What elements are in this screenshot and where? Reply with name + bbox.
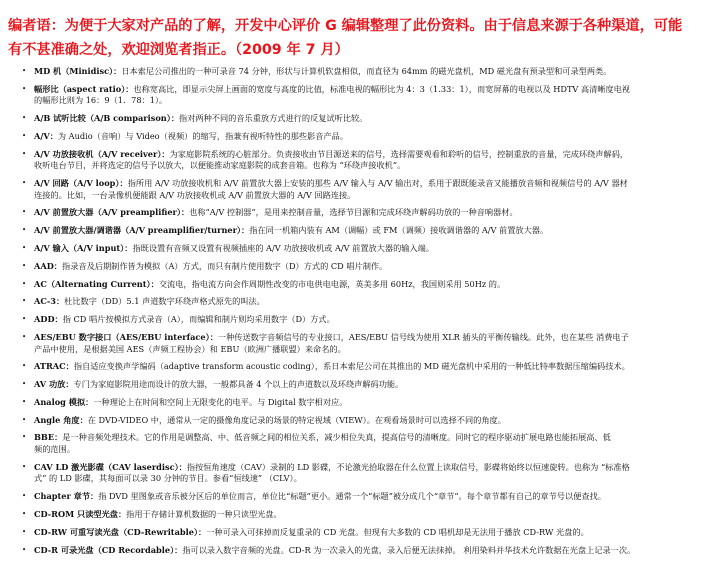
- entry-definition: 也称宽高比，即显示尖屏上画面的宽度与高度的比值，标准电视的幅形比为 4：3（1.33：1），而宽屏幕的电视以及 HDTV 高清晰度电视: [133, 83, 631, 94]
- glossary-entry: [22, 432, 694, 455]
- entry-line: [34, 243, 694, 255]
- entry-definition: 频的范围。: [34, 444, 75, 455]
- entry-line: [34, 527, 694, 539]
- entry-line: [34, 444, 694, 456]
- bullet-marker: •: [22, 527, 27, 536]
- entry-line: [34, 149, 694, 161]
- entry-term: Angle 角度：: [34, 414, 88, 425]
- glossary-entry: [22, 379, 694, 391]
- entry-term: A/V 前置放大器（A/V preamplifier）：: [34, 207, 190, 218]
- entry-term: AC（Alternating Current）：: [34, 278, 159, 289]
- entry-line: [34, 178, 694, 190]
- bullet-marker: •: [22, 226, 27, 235]
- entry-definition: 收听电台节目，并将选定的信号予以放大，以便能推动家庭影院的成套音箱。也称为 “环绕声接收机”。: [34, 160, 406, 171]
- bullet-marker: •: [22, 244, 27, 253]
- entry-definition: 指录音及后期制作皆为模拟（A）方式，而只有制片使用数字（D）方式的 CD 唱片制作。: [62, 260, 388, 271]
- bullet-marker: •: [22, 315, 27, 324]
- glossary-entry: [22, 243, 694, 255]
- entry-line: [34, 314, 694, 326]
- entry-line: [34, 344, 694, 356]
- bullet-marker: •: [22, 297, 27, 306]
- entry-term: A/V 前置放大器/调谐器（A/V preamplifier/turner）：: [34, 225, 250, 236]
- entry-line: [34, 473, 694, 485]
- entry-term: ADD：: [34, 314, 63, 325]
- bullet-marker: •: [22, 279, 27, 288]
- entry-definition: 指对两种不同的音乐重放方式进行的反复试听比较。: [179, 113, 368, 124]
- entry-line: [34, 432, 694, 444]
- entry-definition: 的幅形比则为 16：9（1．78：1）。: [34, 95, 168, 106]
- entry-line: [34, 160, 694, 172]
- entry-term: BBE：: [34, 432, 63, 443]
- entry-term: CAV LD 激光影碟（CAV laserdisc）：: [34, 461, 187, 472]
- bullet-marker: •: [22, 380, 27, 389]
- bullet-marker: •: [22, 261, 27, 270]
- glossary-entry: [22, 397, 694, 409]
- entry-definition: 指在同一机箱内装有 AM（调幅）或 FM（调频）接收调谐器的 A/V 前置放大器。: [249, 225, 549, 236]
- entry-definition: 指用于存储计算机数据的一种只读型光盘。: [126, 508, 282, 519]
- bullet-marker: •: [22, 131, 27, 140]
- bullet-marker: •: [22, 114, 27, 123]
- bullet-marker: •: [22, 179, 27, 188]
- entry-term: A/V 功放接收机（A/V receiver）：: [34, 148, 170, 159]
- glossary-entry: [22, 527, 694, 539]
- entry-definition: 专门为家庭影院用途而设计的放大器，一般都具备 4 个以上的声道数以及环绕声解码功能。: [73, 379, 404, 390]
- entry-line: [34, 296, 694, 308]
- bullet-marker: •: [22, 149, 27, 158]
- entry-definition: 也称“A/V 控制器”，是用来控制音量，选择节目源和完成环绕声解码功放的一种音响器材。: [189, 207, 518, 218]
- bullet-marker: •: [22, 208, 27, 217]
- entry-line: [34, 225, 694, 237]
- glossary-entry: [22, 178, 694, 201]
- entry-line: [34, 379, 694, 391]
- bullet-marker: •: [22, 362, 27, 371]
- entry-definition: 杜比数字（DD）5.1 声道数字环绕声格式原先的叫法。: [64, 296, 265, 307]
- bullet-marker: •: [22, 509, 27, 518]
- entry-definition: 日本索尼公司推出的一种可录音 74 分钟，形状与计算机软盘相似，而直径为 64mm 的磁光盘机，MD 磁光盘有预录型和可录型两类。: [121, 66, 612, 76]
- glossary-entry: [22, 149, 694, 172]
- entry-term: A/V 回路（A/V loop）：: [34, 178, 128, 189]
- entry-line: [34, 113, 694, 125]
- entry-definition: 指所用 A/V 功放接收机和 A/V 前置放大器上安装的那些 A/V 输入与 A/V 输出对，系用于跟既能录音又能播放音频和视频信号的 A/V 器材: [127, 178, 628, 189]
- bullet-marker: •: [22, 462, 27, 471]
- glossary-entry: [22, 545, 694, 557]
- entry-term: A/V 输入（A/V input）：: [34, 243, 133, 254]
- glossary-entry: [22, 509, 694, 521]
- editor-note: 编者语：为便于大家对产品的了解，开发中心评价 G 编辑整理了此份资料。由于信息来源于各种渠道，可能 有不甚准确之处，欢迎浏览者指正。（2009 年 7 月）: [8, 18, 683, 58]
- entry-term: A/B 试听比较（A/B comparison）：: [34, 113, 180, 124]
- entry-definition: 在 DVD-VIDEO 中，通常从一定的摄像角度记录的场景的特定视域（VIEW）。在观看场景时可以选择不同的角度。: [87, 414, 506, 425]
- glossary-entry: [22, 314, 694, 326]
- entry-line: [34, 279, 694, 291]
- entry-line: [34, 207, 694, 219]
- entry-definition: 指 CD 唱片按模拟方式录音（A），而编辑和制片则均采用数字（D）方式。: [62, 314, 335, 325]
- glossary-entry: [22, 491, 694, 503]
- glossary-entry: [22, 332, 694, 355]
- entry-term: Chapter 章节：: [34, 491, 99, 502]
- entry-definition: 为家庭影院系统的心脏部分。负责接收由节目源送来的信号，选择需要观看和聆听的信号，控制重放的音量，完成环绕声解码，: [169, 148, 629, 159]
- glossary-entry: [22, 415, 694, 427]
- entry-term: Analog 模拟：: [34, 396, 94, 407]
- glossary-entry: [22, 84, 694, 107]
- entry-line: [34, 545, 694, 557]
- entry-line: [34, 131, 694, 143]
- glossary-entry: [22, 462, 694, 485]
- entry-definition: 交流电，指电流方向会作周期性改变的市电供电电源，英美多用 60Hz，我国则采用 50Hz 的。: [158, 278, 506, 289]
- entry-line: [34, 66, 694, 78]
- entry-definition: 产品中使用，是根据美国 AES（声频工程协会）和 EBU（欧洲广播联盟）来命名的。: [34, 343, 346, 354]
- entry-line: [34, 462, 694, 474]
- entry-term: A/V：: [34, 130, 58, 141]
- entry-definition: 一种理论上在时间和空间上无限变化的电平。与 Digital 数字相对应。: [93, 396, 348, 407]
- bullet-marker: •: [22, 415, 27, 424]
- glossary-entry: [22, 66, 694, 78]
- entry-term: CD-ROM 只读型光盘：: [34, 508, 127, 519]
- bullet-marker: •: [22, 84, 27, 93]
- entry-term: ATRAC：: [34, 361, 74, 372]
- entry-line: [34, 261, 694, 273]
- glossary-entry: [22, 296, 694, 308]
- entry-definition: 指自适应变换声学编码（adaptive transform acoustic coding），系日本索尼公司在其推出的 MD 磁光盘机中采用的一种低比特率数据压缩编码技术。: [73, 361, 630, 372]
- entry-line: [34, 415, 694, 427]
- glossary-entry: [22, 131, 694, 143]
- glossary-entry: [22, 113, 694, 125]
- entry-line: [34, 397, 694, 409]
- entry-definition: 指 DVD 里图象或音乐被分区后的单位而言，单位比“标题”更小。通常一个“标题”被分成几个“章节”。每个章节都有自己的章节号以便查找。: [98, 491, 606, 502]
- entry-definition: 为 Audio（音响）与 Video（视频）的缩写，指兼有视听特性的那些影音产品。: [57, 130, 348, 141]
- bullet-marker: •: [22, 397, 27, 406]
- entry-term: CD-RW 可重写读光盘（CD-Rewritable）：: [34, 526, 207, 537]
- entry-line: [34, 332, 694, 344]
- entry-definition: 连接的。比如，一台录像机便能跟 A/V 功放接收机或 A/V 前置放大器的 A/V 回路连接。: [34, 189, 356, 200]
- entry-line: [34, 84, 694, 96]
- glossary-entry: [22, 361, 694, 373]
- entry-definition: 指既设置有音频又设置有视频插座的 A/V 功放接收机或 A/V 前置放大器的输入端。: [132, 243, 435, 254]
- entry-term: CD-R 可录光盘（CD Recordable）：: [34, 544, 183, 555]
- glossary-entry: [22, 225, 694, 237]
- entry-term: AC-3：: [34, 296, 65, 307]
- glossary-entry: [22, 207, 694, 219]
- glossary-entry: [22, 261, 694, 273]
- entry-term: AES/EBU 数字接口（AES/EBU interface）：: [34, 331, 218, 342]
- entry-line: [34, 361, 694, 373]
- glossary-entry: [22, 279, 694, 291]
- entry-definition: 指按恒角速度（CAV）录制的 LD 影碟，不论激光拾取器在什么位置上读取信号，影碟将始终以恒速旋转。也称为 “标准格: [186, 461, 630, 472]
- entry-definition: 指可以录入数字音频的光盘。CD-R 为一次录入的光盘，录入后便无法抹掉。 利用染料并华技术允许数据在光盘上记录一次。: [182, 544, 636, 555]
- entry-term: 幅形比（aspect ratio）：: [34, 83, 134, 94]
- entry-line: [34, 190, 694, 202]
- entry-term: AAD：: [34, 260, 62, 271]
- entry-term: MD 机（Minidisc）：: [34, 66, 122, 76]
- bullet-marker: •: [22, 492, 27, 501]
- bullet-marker: •: [22, 67, 27, 75]
- entry-definition: 一种可录入可抹掉而反复重录的 CD 光盘。但现有大多数的 CD 唱机却是无法用于播放 CD-RW 光盘的。: [206, 526, 589, 537]
- entry-definition: 一种传送数字音频信号的专业接口，AES/EBU 信号线为使用 XLR 插头的平衡传输线。此外，也在某些 消费电子: [217, 331, 629, 342]
- bullet-marker: •: [22, 545, 27, 554]
- entry-definition: 式” 的 LD 影碟，其每面可以录 30 分钟的节目。参看“恒线速” （CLV）。: [34, 473, 302, 484]
- entry-term: AV 功放：: [34, 379, 74, 390]
- entry-line: [34, 491, 694, 503]
- entry-line: [34, 95, 694, 107]
- bullet-marker: •: [22, 332, 27, 341]
- entry-line: [34, 509, 694, 521]
- entry-definition: 是一种音频处理技术。它的作用是调整高、中、低音频之间的相位关系，减少相位失真，提高信号的清晰度。同时它的程序驱动扩展电路也能拓展高、低: [62, 432, 611, 443]
- glossary-list: [22, 66, 694, 562]
- bullet-marker: •: [22, 433, 27, 442]
